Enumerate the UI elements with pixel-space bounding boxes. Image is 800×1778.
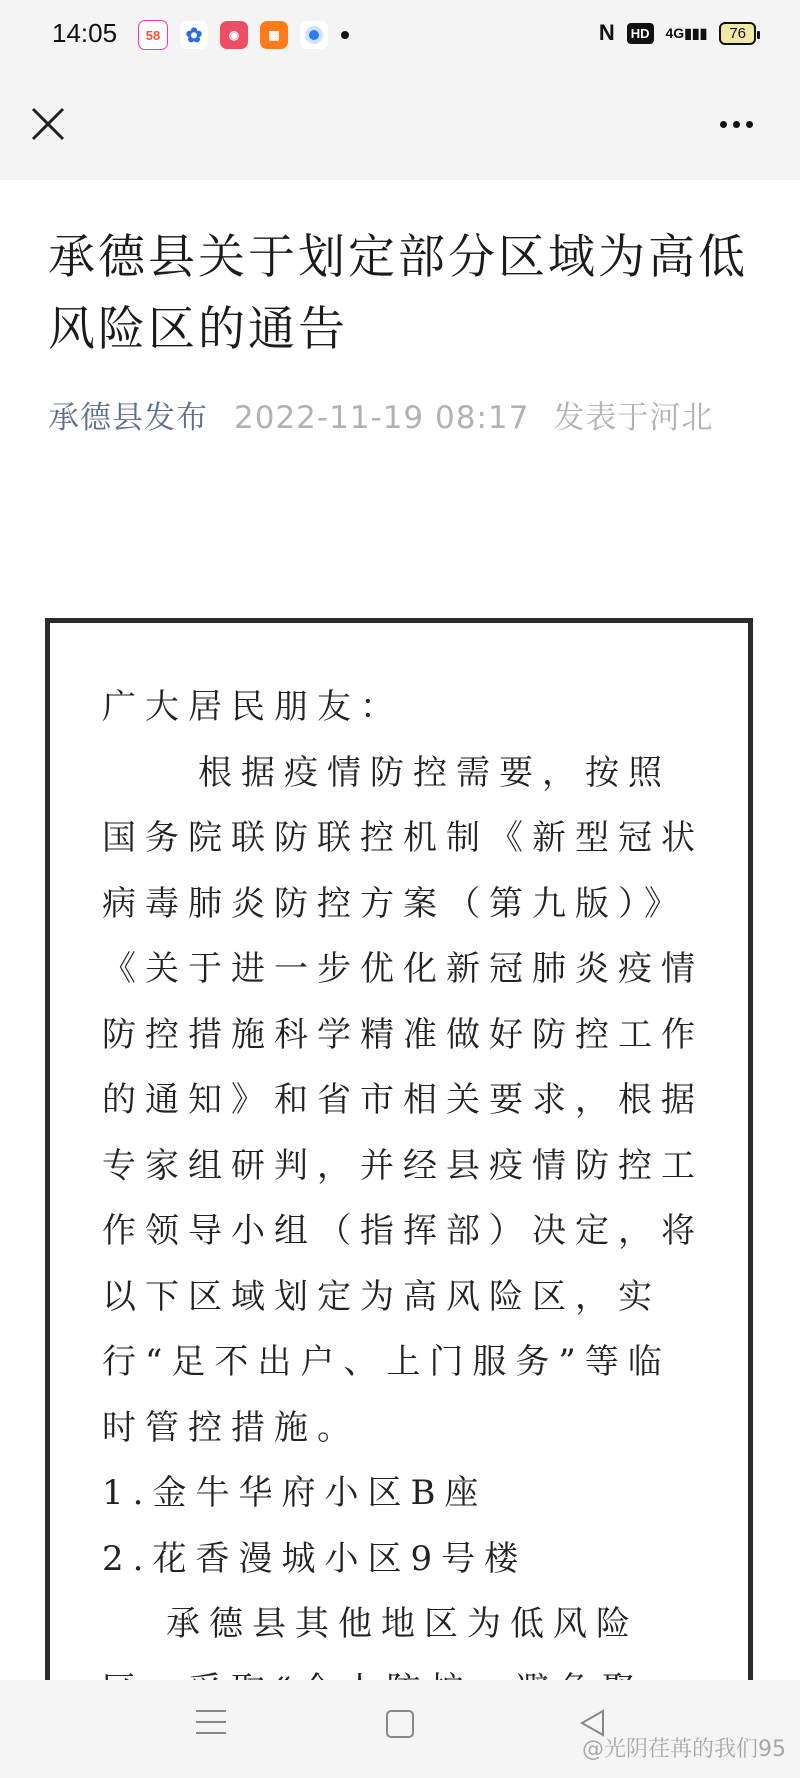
nfc-icon: N — [598, 20, 615, 45]
nav-bar — [0, 72, 800, 180]
taobao-icon: ▩ — [260, 21, 288, 49]
notice-paragraph-1: 根据疫情防控需要，按照国务院联防联控机制《新型冠状病毒肺炎防控方案（第九版）》《关于进一步优化新冠肺炎疫情防控措施科学精准做好防控工作的通知》和省市相关要求，根据专家组研判，并经县疫情防控工作领导小组（指挥部）决定，将以下区域划定为高风险区，实行“足不出户、上门服务”等临时管控措施。 — [102, 752, 704, 1448]
app-icon: ◉ — [220, 21, 248, 49]
article-title: 承德县关于划定部分区域为高低风险区的通告 — [48, 230, 748, 357]
app-58-icon: 58 — [138, 20, 168, 50]
more-dot-icon — [340, 21, 350, 49]
recent-apps-button[interactable] — [196, 1710, 226, 1740]
article-meta — [48, 392, 713, 437]
battery-icon: 76 — [719, 22, 756, 45]
more-icon — [720, 121, 727, 128]
dot-icon — [300, 21, 328, 49]
notification-icons — [138, 20, 350, 50]
home-button[interactable] — [386, 1710, 414, 1738]
status-bar — [0, 0, 800, 72]
notice-item-2: 2.花香漫城小区9号楼 — [102, 1538, 528, 1579]
notice-item-1: 1.金牛华府小区B座 — [102, 1473, 488, 1513]
more-button[interactable] — [712, 100, 760, 148]
author-link[interactable]: 承德县发布 — [48, 400, 208, 436]
signal-label: 4G — [665, 24, 685, 41]
close-button[interactable] — [24, 100, 72, 148]
status-time: 14:05 — [52, 18, 118, 48]
paw-icon: ✿ — [180, 21, 208, 49]
system-nav-bar — [0, 1680, 800, 1778]
close-icon — [31, 107, 65, 141]
publish-location: 发表于河北 — [553, 400, 714, 436]
signal-icon: 4G▮▮▮ — [665, 24, 708, 41]
notice-text — [102, 675, 712, 1778]
publish-date: 2022-11-19 08:17 — [234, 400, 530, 436]
watermark: @光阴荏苒的我们95 — [582, 1737, 786, 1762]
hd-icon: HD — [627, 23, 654, 44]
system-icons — [599, 20, 756, 46]
notice-paragraph-2: 承德县其他地区为低风险 — [166, 1604, 639, 1644]
notice-image[interactable] — [45, 618, 753, 1778]
notice-greeting: 广大居民朋友： — [102, 687, 403, 727]
